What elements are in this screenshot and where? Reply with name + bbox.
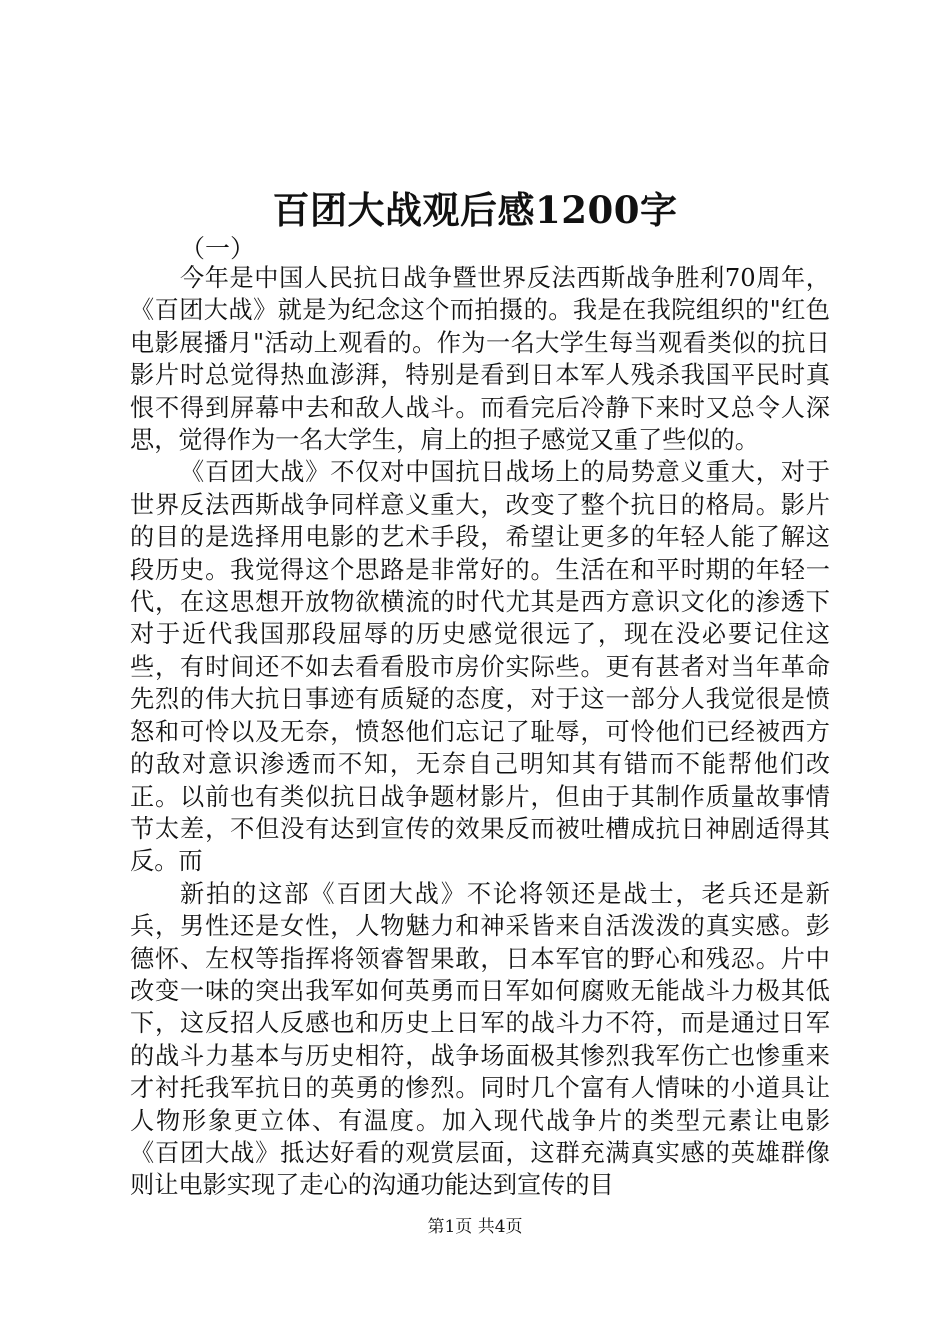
document-title: 百团大战观后感1200字 xyxy=(272,188,678,232)
document-body xyxy=(130,262,830,1202)
paragraph-3: 新拍的这部《百团大战》不论将领还是战士，老兵还是新兵，男性还是女性，人物魅力和神采皆来自活泼泼的真实感。彭德怀、左权等指挥将领睿智果敢，日本军官的野心和残忍。片中改变一味的突出我军如何英勇而日军如何腐败无能战斗力极其低下，这反招人反感也和历史上日军的战斗力不符，而是通过日军的战斗力基本与历史相符，战争场面极其惨烈我军伤亡也惨重来才衬托我军抗日的英勇的惨烈。同时几个富有人情味的小道具让人物形象更立体、有温度。加入现代战争片的类型元素让电影《百团大战》抵达好看的观赏层面，这群充满真实感的英雄群像则让电影实现了走心的沟通功能达到宣传的目 xyxy=(130,879,830,1200)
paragraph-1: 今年是中国人民抗日战争暨世界反法西斯战争胜利70周年，《百团大战》就是为纪念这个而拍摄的。我是在我院组织的"红色电影展播月"活动上观看的。作为一名大学生每当观看类似的抗日影片时总觉得热血澎湃，特别是看到日本军人残杀我国平民时真恨不得到屏幕中去和敌人战斗。而看完后冷静下来时又总令人深思，觉得作为一名大学生，肩上的担子感觉又重了些似的。 xyxy=(130,264,830,455)
paragraph-2: 《百团大战》不仅对中国抗日战场上的局势意义重大，对于世界反法西斯战争同样意义重大，改变了整个抗日的格局。影片的目的是选择用电影的艺术手段，希望让更多的年轻人能了解这段历史。我觉得这个思路是非常好的。生活在和平时期的年轻一代，在这思想开放物欲横流的时代尤其是西方意识文化的渗透下对于近代我国那段屈辱的历史感觉很远了，现在没必要记住这些，有时间还不如去看看股市房价实际些。更有甚者对当年革命先烈的伟大抗日事迹有质疑的态度，对于这一部分人我觉很是愤怒和可怜以及无奈，愤怒他们忘记了耻辱，可怜他们已经被西方的敌对意识渗透而不知，无奈自己明知其有错而不能帮他们改正。以前也有类似抗日战争题材影片，但由于其制作质量故事情节太差，不但没有达到宣传的效果反而被吐槽成抗日神剧适得其反。而 xyxy=(130,458,830,876)
page-footer: 第1页 共4页 xyxy=(427,1217,523,1237)
section-label: （一） xyxy=(180,234,256,263)
